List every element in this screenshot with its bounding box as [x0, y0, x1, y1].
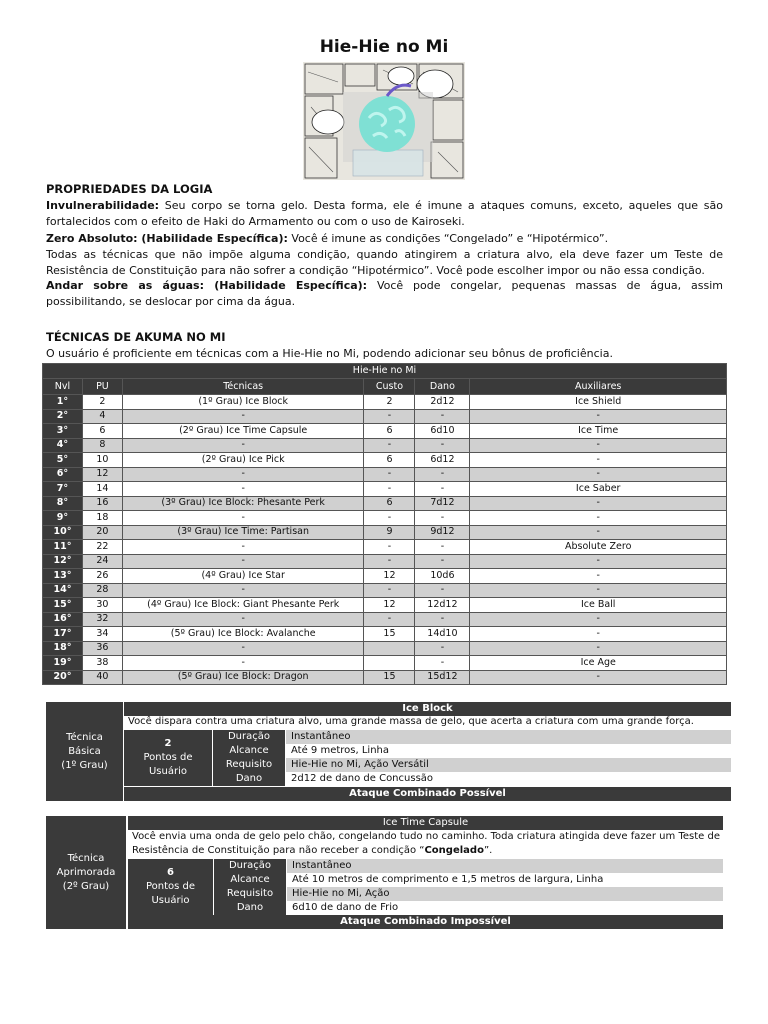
technique-card-ice-time-capsule	[46, 816, 723, 929]
cell-pu: 22	[82, 540, 122, 555]
table-row	[43, 525, 727, 540]
col-header-custo: Custo	[364, 379, 415, 395]
cell-custo: 9	[364, 525, 415, 540]
techniques-table	[42, 363, 727, 685]
field-alcance	[213, 744, 731, 758]
cell-pu: 36	[82, 641, 122, 656]
cell-nvl: 13°	[43, 569, 83, 584]
table-row	[43, 496, 727, 511]
field-label: Dano	[214, 901, 286, 915]
cell-custo: -	[364, 511, 415, 526]
col-header-pu: PU	[82, 379, 122, 395]
field-duracao	[214, 859, 723, 873]
cell-tecnica: (2º Grau) Ice Time Capsule	[122, 424, 364, 439]
technique-card-ice-block	[46, 702, 731, 802]
card-description	[132, 830, 720, 858]
cell-nvl: 18°	[43, 641, 83, 656]
field-requisito	[213, 758, 731, 772]
field-dano	[213, 772, 731, 786]
cell-custo: -	[364, 540, 415, 555]
cell-custo: 6	[364, 424, 415, 439]
table-row	[43, 482, 727, 497]
invulnerability-text: Seu corpo se torna gelo. Desta forma, ele é imune a ataques comuns, exceto, aqueles que são fortalecidos com o efeito de Haki do Armamento ou com o uso de Kairoseki.	[46, 199, 723, 228]
cell-dano: -	[415, 656, 470, 671]
field-label: Requisito	[213, 758, 285, 772]
cell-pu: 8	[82, 438, 122, 453]
cell-dano: 9d12	[415, 525, 470, 540]
cell-custo: -	[364, 409, 415, 424]
cell-tecnica: -	[122, 641, 364, 656]
field-label: Requisito	[214, 887, 286, 901]
field-value: Hie-Hie no Mi, Ação	[287, 887, 723, 901]
cell-custo: 2	[364, 395, 415, 410]
cell-auxiliares: -	[470, 496, 727, 511]
table-row	[43, 656, 727, 671]
col-header-nvl: Nvl	[43, 379, 83, 395]
cell-tecnica: (5º Grau) Ice Block: Avalanche	[122, 627, 364, 642]
cell-dano: 12d12	[415, 598, 470, 613]
cell-custo: -	[364, 612, 415, 627]
cell-auxiliares: -	[470, 612, 727, 627]
field-label: Dano	[213, 772, 285, 786]
invulnerability-label: Invulnerabilidade:	[46, 199, 160, 212]
card-title: Ice Block	[124, 702, 731, 716]
cell-dano: 7d12	[415, 496, 470, 511]
side-line-2: Aprimorada	[56, 866, 116, 878]
field-value: 6d10 de dano de Frio	[292, 902, 399, 913]
cell-dano: -	[415, 583, 470, 598]
cell-pu: 24	[82, 554, 122, 569]
properties-heading: PROPRIEDADES DA LOGIA	[46, 182, 213, 196]
cell-dano: -	[415, 554, 470, 569]
cell-dano: -	[415, 612, 470, 627]
table-row	[43, 598, 727, 613]
cell-auxiliares: -	[470, 467, 727, 482]
table-row	[43, 424, 727, 439]
cell-auxiliares: -	[470, 438, 727, 453]
cell-custo: 12	[364, 569, 415, 584]
cell-dano: 2d12	[415, 395, 470, 410]
cell-pu: 12	[82, 467, 122, 482]
cell-pu: 40	[82, 670, 122, 685]
cell-nvl: 12°	[43, 554, 83, 569]
points-number: 6	[167, 867, 174, 878]
cell-pu: 14	[82, 482, 122, 497]
cell-nvl: 17°	[43, 627, 83, 642]
table-row	[43, 511, 727, 526]
cell-custo: -	[364, 554, 415, 569]
cell-auxiliares: -	[470, 627, 727, 642]
cell-auxiliares: -	[470, 453, 727, 468]
cell-auxiliares: -	[470, 525, 727, 540]
points-label-2: Usuário	[148, 766, 187, 777]
card-description: Você dispara contra uma criatura alvo, uma grande massa de gelo, que acerta a criatura com uma grande força.	[128, 716, 694, 727]
cell-custo	[364, 656, 415, 671]
cell-nvl: 11°	[43, 540, 83, 555]
cell-pu: 28	[82, 583, 122, 598]
cell-pu: 20	[82, 525, 122, 540]
cell-pu: 18	[82, 511, 122, 526]
card-title: Ice Time Capsule	[128, 816, 723, 830]
table-row	[43, 627, 727, 642]
card-points	[124, 730, 212, 786]
side-line-2: Básica	[68, 745, 101, 757]
zero-absolute-text: Você é imune as condições “Congelado” e “Hipotérmico”.	[287, 232, 609, 245]
cell-dano: 15d12	[415, 670, 470, 685]
cell-pu: 6	[82, 424, 122, 439]
card-footer: Ataque Combinado Impossível	[128, 915, 723, 929]
walk-water-label: Andar sobre as águas: (Habilidade Específica):	[46, 279, 368, 292]
cell-custo: 12	[364, 598, 415, 613]
cell-custo: -	[364, 467, 415, 482]
cell-tecnica: -	[122, 511, 364, 526]
devil-fruit-image	[303, 62, 465, 180]
cell-nvl: 7°	[43, 482, 83, 497]
cell-dano: -	[415, 409, 470, 424]
field-value: Instantâneo	[286, 730, 731, 744]
cell-auxiliares: Absolute Zero	[470, 540, 727, 555]
side-line-1: Técnica	[66, 731, 103, 743]
cell-nvl: 19°	[43, 656, 83, 671]
cell-auxiliares: -	[470, 569, 727, 584]
desc-text-bold: Congelado	[424, 845, 484, 856]
cell-dano: -	[415, 482, 470, 497]
col-header-tecnicas: Técnicas	[122, 379, 364, 395]
condition-paragraph: Todas as técnicas que não impõe alguma condição, quando atingirem a criatura alvo, ela deve fazer um Teste de Resistência de Constituição para não sofrer a condição “Hipotérmico”. Você pode escolher impor ou não essa condição.	[46, 248, 723, 277]
side-line-3: (1º Grau)	[61, 759, 108, 771]
cell-auxiliares: -	[470, 409, 727, 424]
field-value: 2d12 de dano de Concussão	[291, 773, 434, 784]
card-side-label	[46, 702, 123, 801]
cell-auxiliares: Ice Ball	[470, 598, 727, 613]
table-row	[43, 569, 727, 584]
field-label: Duração	[214, 859, 286, 873]
cell-pu: 10	[82, 453, 122, 468]
cell-custo: -	[364, 583, 415, 598]
cell-tecnica: -	[122, 467, 364, 482]
cell-auxiliares: -	[470, 583, 727, 598]
side-line-3: (2º Grau)	[62, 880, 110, 892]
techniques-heading: TÉCNICAS DE AKUMA NO MI	[46, 330, 226, 344]
cell-auxiliares: Ice Age	[470, 656, 727, 671]
field-value: Até 10 metros de comprimento e 1,5 metros de largura, Linha	[292, 874, 604, 885]
cell-tecnica: (1º Grau) Ice Block	[122, 395, 364, 410]
field-dano	[214, 901, 723, 915]
cell-custo	[364, 641, 415, 656]
cell-dano: -	[415, 540, 470, 555]
cell-custo: 15	[364, 627, 415, 642]
cell-nvl: 9°	[43, 511, 83, 526]
field-value: Instantâneo	[287, 859, 723, 873]
cell-dano: -	[415, 467, 470, 482]
techniques-intro: O usuário é proficiente em técnicas com a Hie-Hie no Mi, podendo adicionar seu bônus de proficiência.	[46, 347, 613, 360]
cell-pu: 34	[82, 627, 122, 642]
cell-pu: 30	[82, 598, 122, 613]
field-alcance	[214, 873, 723, 887]
card-side-label	[46, 816, 126, 929]
cell-tecnica: (3º Grau) Ice Time: Partisan	[122, 525, 364, 540]
field-requisito	[214, 887, 723, 901]
table-caption: Hie-Hie no Mi	[43, 364, 727, 379]
desc-text-pre: Você envia uma onda de gelo pelo chão, congelando tudo no caminho. Toda criatura atingida deve fazer um Teste de Resistência de Constituição para não receber a condição “	[132, 831, 720, 856]
cell-tecnica: -	[122, 438, 364, 453]
cell-auxiliares: Ice Time	[470, 424, 727, 439]
cell-dano: -	[415, 641, 470, 656]
cell-pu: 26	[82, 569, 122, 584]
cell-dano: -	[415, 438, 470, 453]
col-header-dano: Dano	[415, 379, 470, 395]
field-label: Duração	[213, 730, 285, 744]
field-duracao	[213, 730, 731, 744]
cell-dano: -	[415, 511, 470, 526]
cell-tecnica: (4º Grau) Ice Block: Giant Phesante Perk	[122, 598, 364, 613]
table-row	[43, 467, 727, 482]
cell-dano: 14d10	[415, 627, 470, 642]
cell-tecnica: -	[122, 409, 364, 424]
field-label: Alcance	[213, 744, 285, 758]
cell-auxiliares: -	[470, 554, 727, 569]
card-points	[128, 859, 213, 915]
cell-tecnica: -	[122, 554, 364, 569]
cell-tecnica: -	[122, 540, 364, 555]
cell-custo: 6	[364, 453, 415, 468]
cell-auxiliares: Ice Shield	[470, 395, 727, 410]
points-number: 2	[164, 738, 172, 749]
cell-pu: 16	[82, 496, 122, 511]
table-row	[43, 641, 727, 656]
points-label-1: Pontos de	[145, 881, 196, 892]
cell-pu: 38	[82, 656, 122, 671]
cell-pu: 4	[82, 409, 122, 424]
table-row	[43, 554, 727, 569]
page-title: Hie-Hie no Mi	[319, 37, 449, 57]
cell-nvl: 1°	[43, 395, 83, 410]
cell-custo: -	[364, 438, 415, 453]
cell-custo: 6	[364, 496, 415, 511]
cell-nvl: 5°	[43, 453, 83, 468]
col-header-auxiliares: Auxiliares	[470, 379, 727, 395]
cell-dano: 6d10	[415, 424, 470, 439]
cell-custo: -	[364, 482, 415, 497]
cell-dano: 10d6	[415, 569, 470, 584]
cell-nvl: 4°	[43, 438, 83, 453]
cell-auxiliares: -	[470, 641, 727, 656]
cell-pu: 2	[82, 395, 122, 410]
cell-nvl: 6°	[43, 467, 83, 482]
table-row	[43, 670, 727, 685]
field-value: Hie-Hie no Mi, Ação Versátil	[286, 758, 731, 772]
cell-nvl: 10°	[43, 525, 83, 540]
cell-nvl: 16°	[43, 612, 83, 627]
side-line-1: Técnica	[67, 852, 105, 864]
card-footer: Ataque Combinado Possível	[124, 787, 731, 801]
cell-tecnica: (2º Grau) Ice Pick	[122, 453, 364, 468]
cell-auxiliares: -	[470, 670, 727, 685]
cell-tecnica: -	[122, 656, 364, 671]
walk-water-paragraph	[46, 278, 723, 310]
table-row	[43, 453, 727, 468]
walk-water-text: Você pode congelar, pequenas massas de água, assim possibilitando, se deslocar por cima da água.	[46, 279, 723, 308]
cell-nvl: 2°	[43, 409, 83, 424]
cell-nvl: 20°	[43, 670, 83, 685]
cell-tecnica: -	[122, 583, 364, 598]
cell-nvl: 3°	[43, 424, 83, 439]
table-row	[43, 409, 727, 424]
cell-tecnica: (3º Grau) Ice Block: Phesante Perk	[122, 496, 364, 511]
cell-nvl: 14°	[43, 583, 83, 598]
cell-dano: 6d12	[415, 453, 470, 468]
zero-absolute-paragraph	[46, 231, 723, 247]
cell-tecnica: (4º Grau) Ice Star	[122, 569, 364, 584]
desc-text-post: ”.	[483, 845, 493, 856]
zero-absolute-label: Zero Absoluto: (Habilidade Específica):	[46, 232, 288, 245]
table-row	[43, 540, 727, 555]
table-row	[43, 438, 727, 453]
table-row	[43, 395, 727, 410]
cell-nvl: 15°	[43, 598, 83, 613]
points-label-2: Usuário	[151, 895, 190, 906]
cell-nvl: 8°	[43, 496, 83, 511]
cell-tecnica: (5º Grau) Ice Block: Dragon	[122, 670, 364, 685]
table-row	[43, 612, 727, 627]
points-label-1: Pontos de	[143, 752, 193, 763]
cell-auxiliares: -	[470, 511, 727, 526]
field-label: Alcance	[214, 873, 286, 887]
invulnerability-paragraph	[46, 198, 723, 230]
table-row	[43, 583, 727, 598]
cell-auxiliares: Ice Saber	[470, 482, 727, 497]
cell-tecnica: -	[122, 482, 364, 497]
cell-custo: 15	[364, 670, 415, 685]
cell-pu: 32	[82, 612, 122, 627]
cell-tecnica: -	[122, 612, 364, 627]
field-value: Até 9 metros, Linha	[291, 745, 390, 756]
